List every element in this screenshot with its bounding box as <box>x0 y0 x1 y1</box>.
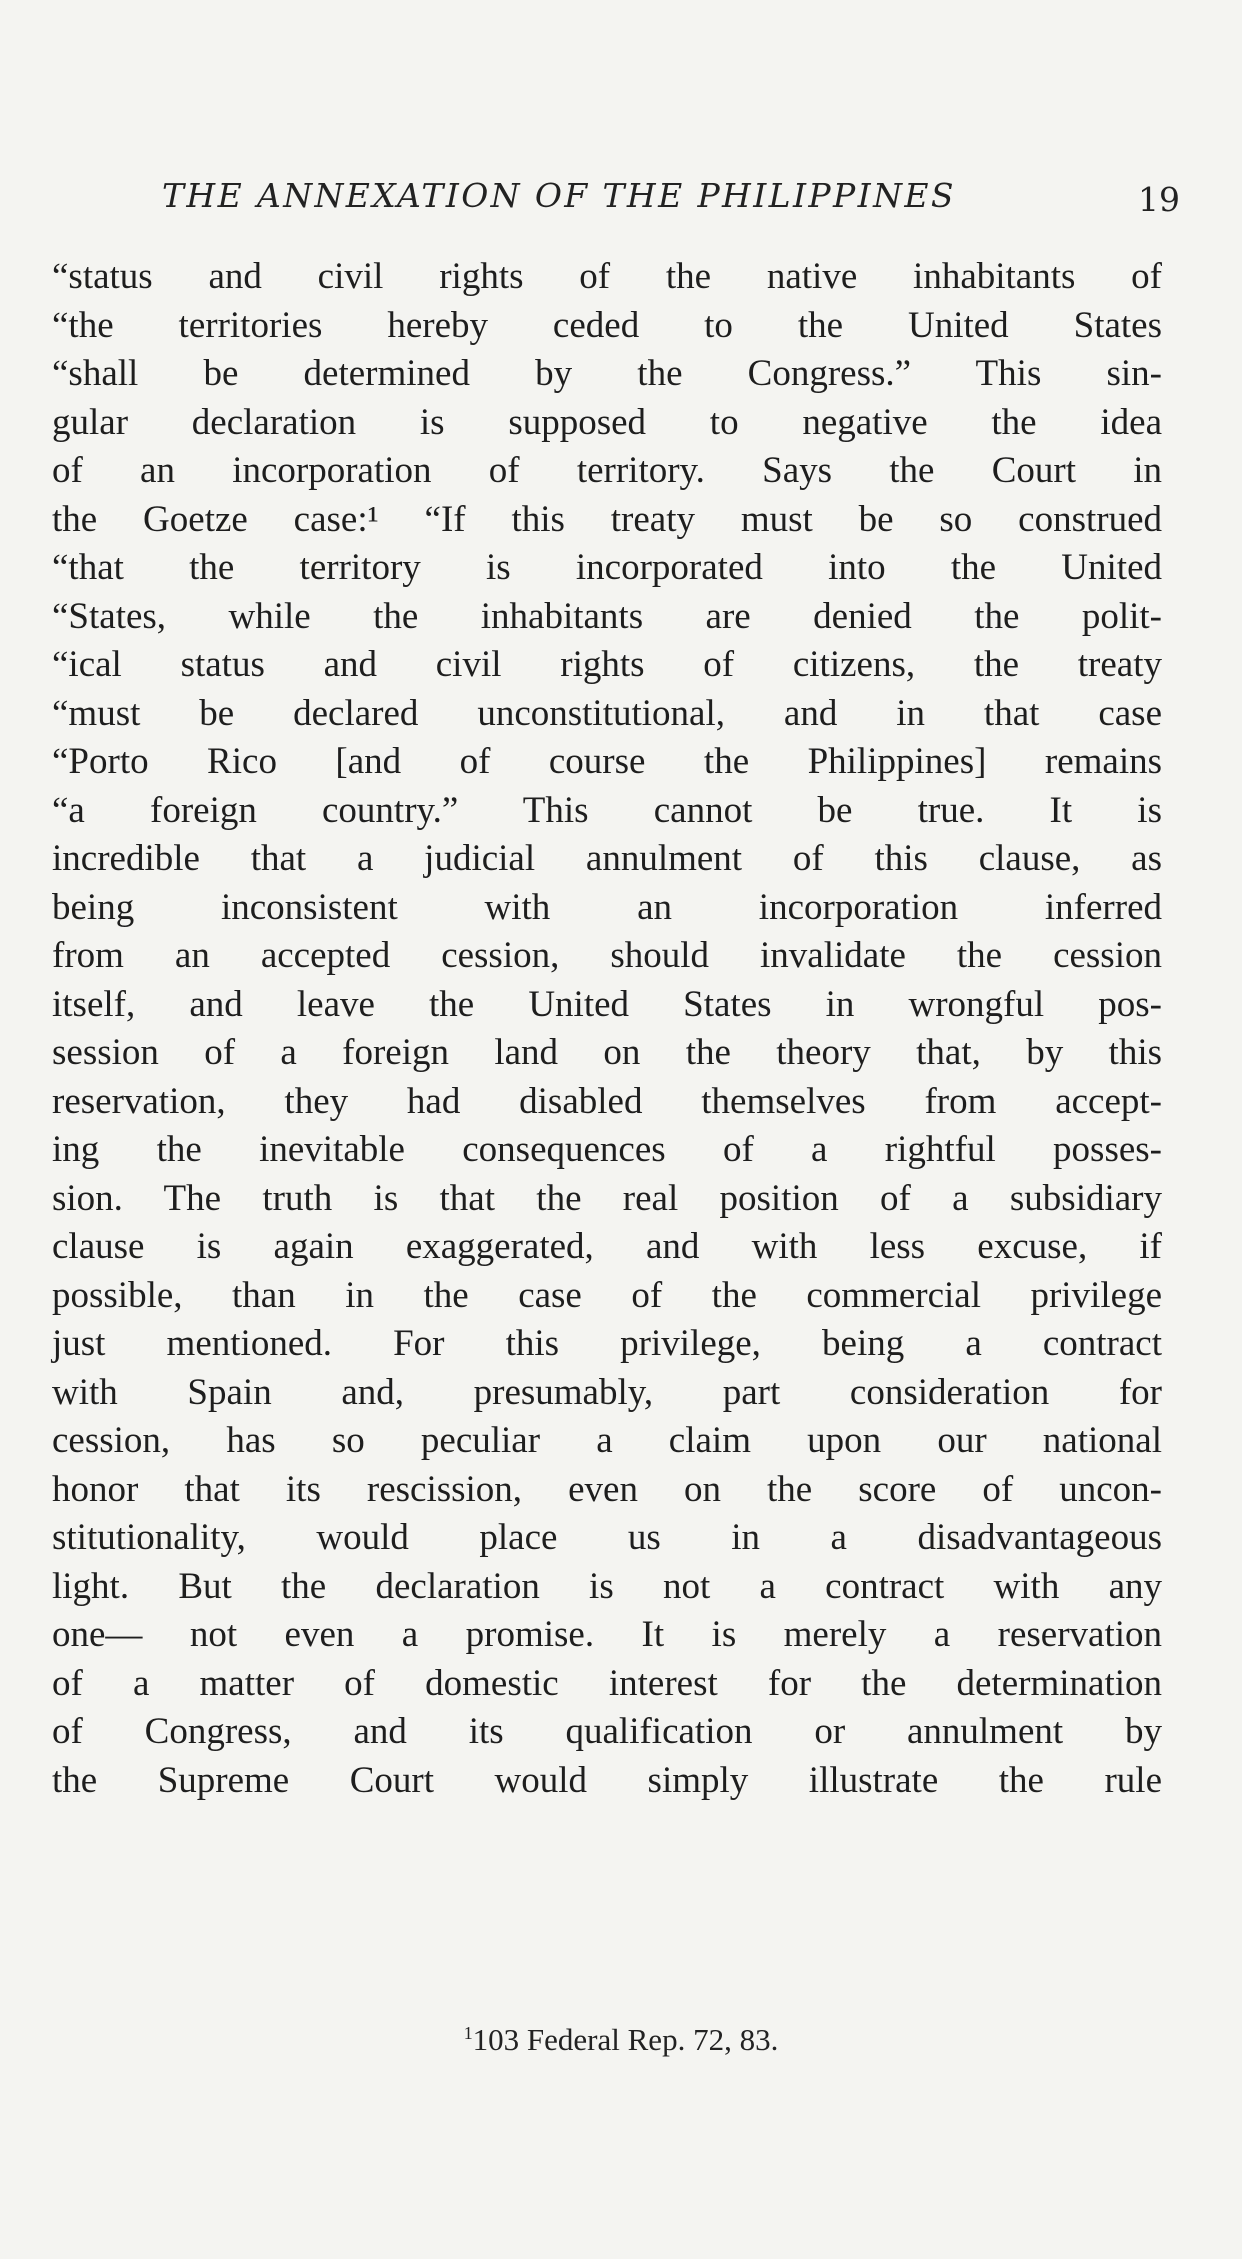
text-line: being inconsistent with an incorporation inferred <box>52 886 1162 928</box>
text-line: “must be declared unconstitutional, and in that case <box>52 692 1162 734</box>
text-line: “States, while the inhabitants are denied the polit- <box>52 595 1162 637</box>
text-line: sion. The truth is that the real position of a subsidiary <box>52 1177 1162 1219</box>
running-head <box>52 176 1180 228</box>
text-line: possible, than in the case of the commercial privilege <box>52 1274 1162 1316</box>
text-line: with Spain and, presumably, part consideration for <box>52 1371 1162 1413</box>
text-line: itself, and leave the United States in wrongful pos- <box>52 983 1162 1025</box>
text-line: stitutionality, would place us in a disadvantageous <box>52 1517 1162 1558</box>
body-text <box>52 253 1162 1805</box>
text-line: reservation, they had disabled themselves from accept- <box>52 1080 1162 1122</box>
text-line: of Congress, and its qualification or annulment by <box>52 1711 1162 1752</box>
text-line: “shall be determined by the Congress.” This sin- <box>52 353 1162 394</box>
text-line: just mentioned. For this privilege, being a contract <box>52 1323 1162 1364</box>
text-line: the Goetze case:¹ “If this treaty must be so construed <box>52 498 1162 540</box>
text-line: “status and civil rights of the native inhabitants of <box>52 256 1162 297</box>
running-title: THE ANNEXATION OF THE PHILIPPINES <box>162 176 956 215</box>
text-line: from an accepted cession, should invalidate the cession <box>52 935 1162 976</box>
page-number: 19 <box>1138 180 1180 219</box>
text-line: of an incorporation of territory. Says the Court in <box>52 450 1162 491</box>
text-line: of a matter of domestic interest for the determination <box>52 1662 1162 1704</box>
text-line: one— not even a promise. It is merely a reservation <box>52 1614 1162 1655</box>
text-line: “Porto Rico [and of course the Philippines] remains <box>52 741 1162 782</box>
text-line: ing the inevitable consequences of a rightful posses- <box>52 1129 1162 1170</box>
text-line: the Supreme Court would simply illustrate the rule <box>52 1759 1162 1801</box>
text-line: “a foreign country.” This cannot be true. It is <box>52 789 1162 831</box>
text-line: cession, has so peculiar a claim upon our national <box>52 1420 1162 1461</box>
text-line: “ical status and civil rights of citizens, the treaty <box>52 644 1162 685</box>
text-line: light. But the declaration is not a contract with any <box>52 1565 1162 1607</box>
text-line: incredible that a judicial annulment of this clause, as <box>52 838 1162 879</box>
footnote-text: 103 Federal Rep. 72, 83. <box>472 2022 779 2057</box>
text-line: clause is again exaggerated, and with less excuse, if <box>52 1226 1162 1267</box>
text-line: gular declaration is supposed to negative the idea <box>52 401 1162 443</box>
footnote-marker: 1 <box>463 2023 473 2044</box>
text-line: “that the territory is incorporated into the United <box>52 547 1162 588</box>
text-line: session of a foreign land on the theory that, by this <box>52 1032 1162 1073</box>
footnote <box>0 2022 1242 2058</box>
text-line: honor that its rescission, even on the score of uncon- <box>52 1468 1162 1510</box>
text-line: “the territories hereby ceded to the United States <box>52 304 1162 346</box>
